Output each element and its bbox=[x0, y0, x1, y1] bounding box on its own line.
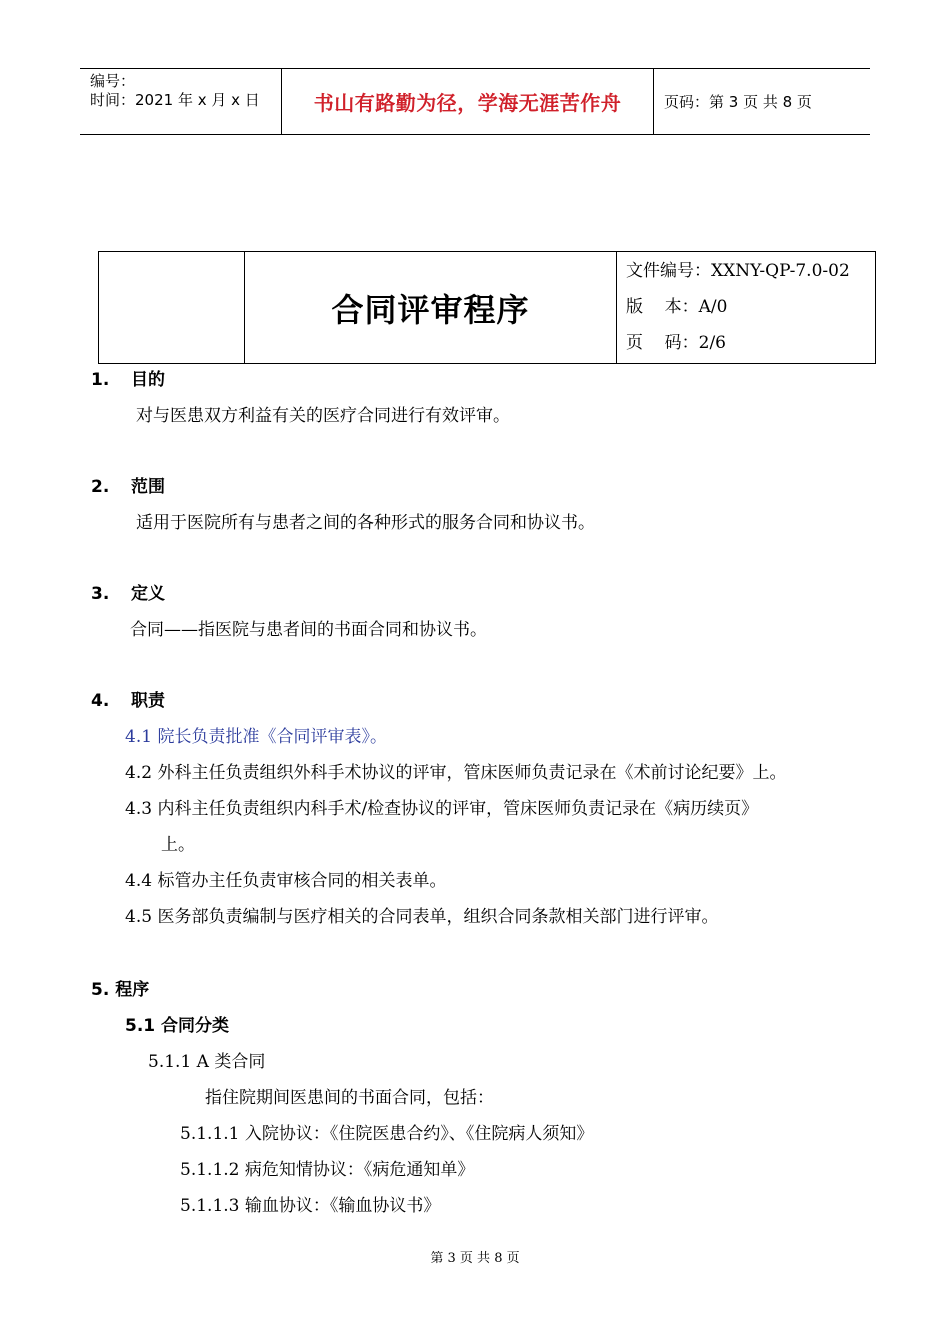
version-row bbox=[626, 292, 875, 328]
page-label: 页 码： bbox=[626, 333, 699, 353]
motto: 书山有路勤为径，学海无涯苦作舟 bbox=[282, 69, 654, 134]
page-code: 页码：第 3 页 共 8 页 bbox=[664, 93, 812, 111]
section-4-item-3-cont: 上。 bbox=[161, 835, 195, 855]
section-5-1-1-heading: 5.1.1 A 类合同 bbox=[148, 1052, 266, 1072]
section-1-heading bbox=[91, 369, 165, 391]
document-header-table bbox=[98, 251, 876, 364]
version: A/0 bbox=[698, 297, 728, 317]
section-3-heading bbox=[91, 583, 165, 605]
file-number-row bbox=[626, 256, 875, 292]
section-2-heading bbox=[91, 476, 165, 498]
file-number-label: 文件编号： bbox=[626, 261, 711, 281]
section-4-number: 4. bbox=[91, 691, 110, 711]
top-header-left bbox=[80, 69, 282, 134]
section-5-1-1-description: 指住院期间医患间的书面合同，包括： bbox=[205, 1088, 494, 1108]
page-value: 2/6 bbox=[698, 333, 726, 353]
section-1-number: 1. bbox=[91, 370, 110, 390]
top-header bbox=[80, 68, 870, 135]
page-row bbox=[626, 328, 875, 364]
file-number: XXNY-QP-7.0-02 bbox=[711, 261, 850, 281]
section-4-item-2: 4.2 外科主任负责组织外科手术协议的评审，管床医师负责记录在《术前讨论纪要》上。 bbox=[125, 763, 787, 783]
section-1-title: 目的 bbox=[131, 370, 165, 390]
section-2-title: 范围 bbox=[131, 477, 165, 497]
document-meta bbox=[617, 252, 875, 363]
logo-cell bbox=[99, 252, 245, 363]
section-5-1-1-1: 5.1.1.1 入院协议：《住院医患合约》、《住院病人须知》 bbox=[180, 1124, 594, 1144]
version-label: 版 本： bbox=[626, 297, 699, 317]
section-5-heading: 5. 程序 bbox=[91, 980, 150, 1000]
section-4-item-4: 4.4 标管办主任负责审核合同的相关表单。 bbox=[125, 871, 447, 891]
number-label: 编号： bbox=[90, 72, 136, 90]
section-5-1-heading: 5.1 合同分类 bbox=[125, 1016, 230, 1036]
section-3-title: 定义 bbox=[131, 584, 165, 604]
section-5-1-1-2: 5.1.1.2 病危知情协议：《病危通知单》 bbox=[180, 1160, 475, 1180]
section-1-body: 对与医患双方利益有关的医疗合同进行有效评审。 bbox=[136, 406, 510, 426]
section-3-number: 3. bbox=[91, 584, 110, 604]
section-4-heading bbox=[91, 690, 165, 712]
section-4-item-5: 4.5 医务部负责编制与医疗相关的合同表单，组织合同条款相关部门进行评审。 bbox=[125, 907, 719, 927]
section-2-body: 适用于医院所有与患者之间的各种形式的服务合同和协议书。 bbox=[136, 513, 595, 533]
section-4-item-1: 4.1 院长负责批准《合同评审表》。 bbox=[125, 727, 387, 747]
date-line: 时间：2021 年 x 月 x 日 bbox=[90, 91, 260, 109]
section-2-number: 2. bbox=[91, 477, 110, 497]
section-3-body: 合同——指医院与患者间的书面合同和协议书。 bbox=[130, 620, 487, 640]
section-4-item-3: 4.3 内科主任负责组织内科手术/检查协议的评审，管床医师负责记录在《病历续页》 bbox=[125, 799, 759, 819]
document-title: 合同评审程序 bbox=[245, 252, 617, 363]
section-5-1-1-3: 5.1.1.3 输血协议：《输血协议书》 bbox=[180, 1196, 441, 1216]
section-4-title: 职责 bbox=[131, 691, 165, 711]
page-footer: 第 3 页 共 8 页 bbox=[430, 1251, 520, 1266]
